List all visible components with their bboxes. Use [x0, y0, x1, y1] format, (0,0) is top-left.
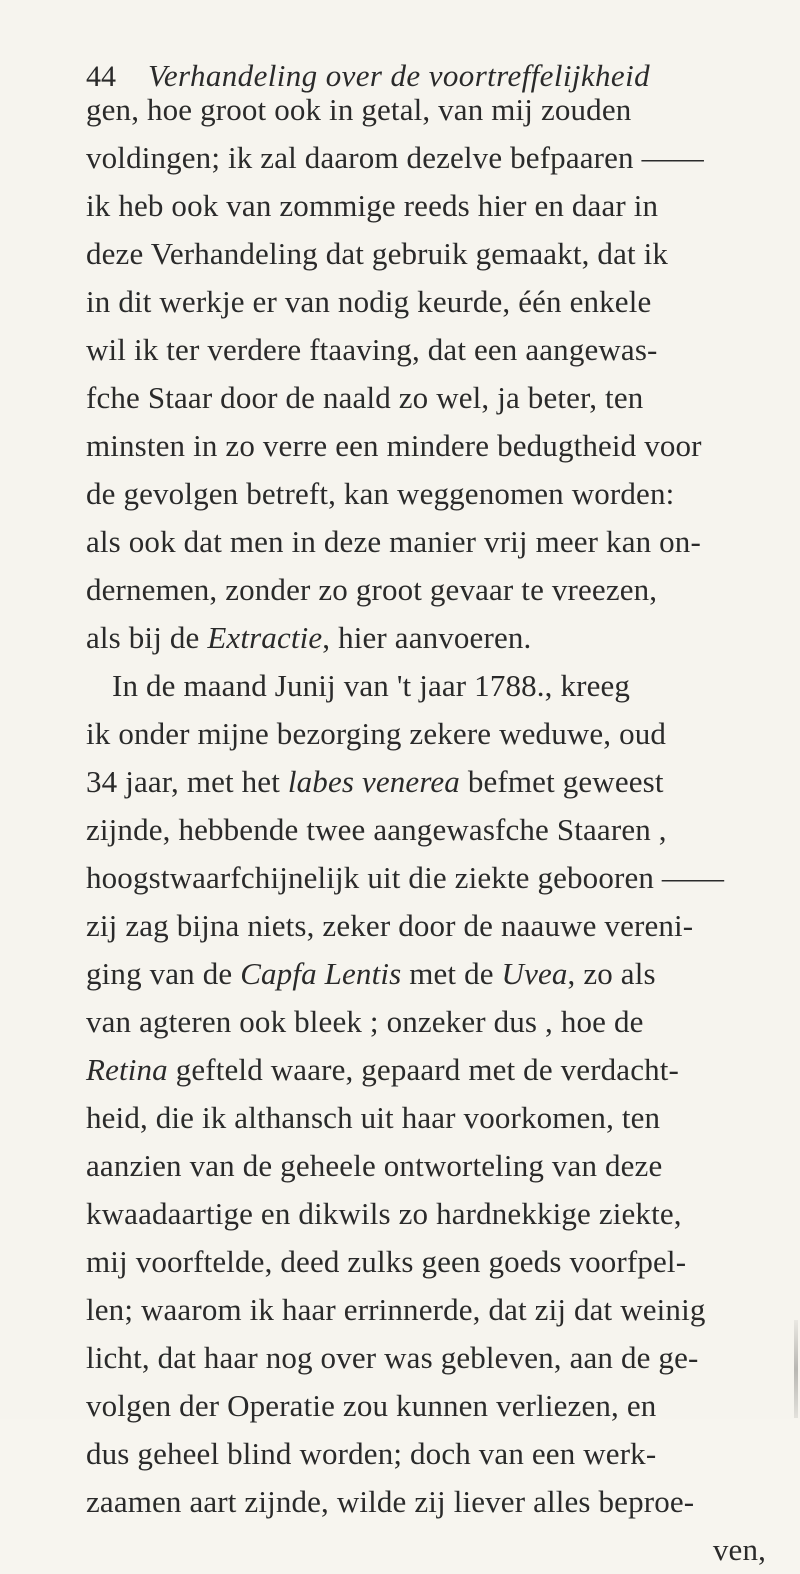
- text-line-28: [86, 1382, 766, 1430]
- body-text: [86, 86, 766, 1574]
- text-segment: als ook dat men in deze manier vrij meer kan on-: [86, 524, 701, 559]
- text-line-07: [86, 374, 766, 422]
- text-segment: van agteren ook bleek ; onzeker dus , hoe de: [86, 1004, 644, 1039]
- text-line-24: [86, 1190, 766, 1238]
- text-line-17: [86, 854, 766, 902]
- text-line-21: [86, 1046, 766, 1094]
- text-segment: deze Verhandeling dat gebruik gemaakt, dat ik: [86, 236, 669, 271]
- text-segment: , hier aanvoeren.: [322, 620, 532, 655]
- text-segment: gen, hoe groot ook in getal, van mij zouden: [86, 92, 632, 127]
- text-segment: gefteld waare, gepaard met de verdacht-: [167, 1052, 680, 1087]
- text-line-09: [86, 470, 766, 518]
- text-segment: hoogstwaarfchijnelijk uit die ziekte gebooren ——: [86, 860, 725, 895]
- text-line-04: [86, 230, 766, 278]
- text-segment: licht, dat haar nog over was gebleven, aan de ge-: [86, 1340, 699, 1375]
- text-line-27: [86, 1334, 766, 1382]
- text-segment: dus geheel blind worden; doch van een werk-: [86, 1436, 657, 1471]
- page-edge-shadow: [794, 1320, 798, 1418]
- text-segment: len; waarom ik haar errinnerde, dat zij dat weinig: [86, 1292, 706, 1327]
- text-line-25: [86, 1238, 766, 1286]
- text-line-22: [86, 1094, 766, 1142]
- text-line-26: [86, 1286, 766, 1334]
- text-line-16: [86, 806, 766, 854]
- italic-term: Retina: [86, 1052, 168, 1087]
- text-segment: ik heb ook van zommige reeds hier en daar in: [86, 188, 659, 223]
- text-segment: In de maand Junij van 't jaar 1788., kreeg: [112, 668, 631, 703]
- text-line-05: [86, 278, 766, 326]
- text-segment: wil ik ter verdere ftaaving, dat een aangewas-: [86, 332, 658, 367]
- text-line-18: [86, 902, 766, 950]
- text-line-06: [86, 326, 766, 374]
- text-line-10: [86, 518, 766, 566]
- italic-term: Extractie: [207, 620, 323, 655]
- text-segment: ik onder mijne bezorging zekere weduwe, oud: [86, 716, 667, 751]
- text-segment: in dit werkje er van nodig keurde, één enkele: [86, 284, 652, 319]
- text-segment: aanzien van de geheele ontworteling van deze: [86, 1148, 663, 1183]
- text-line-31: [86, 1526, 766, 1574]
- text-segment: kwaadaartige en dikwils zo hardnekkige ziekte,: [86, 1196, 682, 1231]
- text-line-19: [86, 950, 766, 998]
- text-line-08: [86, 422, 766, 470]
- page-number: 44: [86, 60, 116, 93]
- text-line-23: [86, 1142, 766, 1190]
- running-title: Verhandeling over de voortreffelijkheid: [148, 58, 651, 93]
- text-line-03: [86, 182, 766, 230]
- text-segment: zij zag bijna niets, zeker door de naauwe vereni-: [86, 908, 694, 943]
- text-line-29: [86, 1430, 766, 1478]
- text-line-30: [86, 1478, 766, 1526]
- text-segment: heid, die ik althansch uit haar voorkomen, ten: [86, 1100, 661, 1135]
- text-line-02: [86, 134, 766, 182]
- text-segment: voldingen; ik zal daarom dezelve befpaaren ——: [86, 140, 704, 175]
- text-segment: zaamen aart zijnde, wilde zij liever alles beproe-: [86, 1484, 695, 1519]
- text-line-11: [86, 566, 766, 614]
- text-segment: volgen der Operatie zou kunnen verliezen, en: [86, 1388, 657, 1423]
- text-segment: zijnde, hebbende twee aangewasfche Staaren ,: [86, 812, 667, 847]
- italic-term: Capfa Lentis: [240, 956, 402, 991]
- text-line-13: [86, 662, 766, 710]
- text-segment: dernemen, zonder zo groot gevaar te vreezen,: [86, 572, 658, 607]
- text-segment: minsten in zo verre een mindere bedugtheid voor: [86, 428, 702, 463]
- text-line-20: [86, 998, 766, 1046]
- italic-term: Uvea: [501, 956, 568, 991]
- text-line-14: [86, 710, 766, 758]
- text-segment: de gevolgen betreft, kan weggenomen worden:: [86, 476, 675, 511]
- text-segment: 34 jaar, met het: [86, 764, 288, 799]
- text-line-15: [86, 758, 766, 806]
- text-segment: met de: [401, 956, 502, 991]
- text-segment: mij voorftelde, deed zulks geen goeds voorfpel-: [86, 1244, 687, 1279]
- text-segment: ging van de: [86, 956, 241, 991]
- text-line-01: [86, 86, 766, 134]
- text-segment: ven,: [712, 1532, 766, 1567]
- text-segment: als bij de: [86, 620, 208, 655]
- text-segment: fche Staar door de naald zo wel, ja beter, ten: [86, 380, 644, 415]
- text-segment: , zo als: [567, 956, 656, 991]
- italic-term: labes venerea: [287, 764, 460, 799]
- text-line-12: [86, 614, 766, 662]
- text-segment: befmet geweest: [459, 764, 664, 799]
